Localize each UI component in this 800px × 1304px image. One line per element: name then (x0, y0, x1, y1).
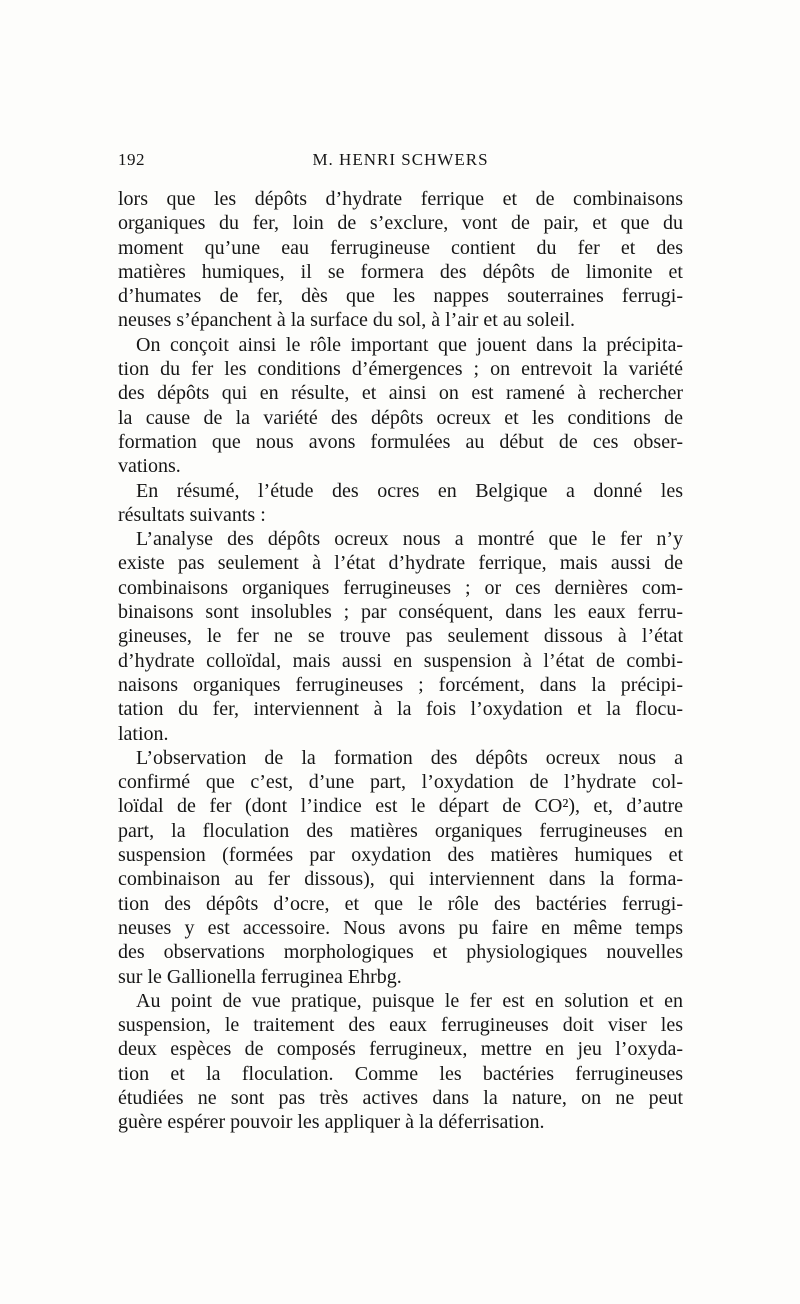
paragraph (118, 527, 683, 746)
text-line: la cause de la variété des dépôts ocreux et les conditions de (118, 406, 683, 429)
paragraph (118, 333, 683, 479)
text-line: tation du fer, interviennent à la fois l’oxydation et la flocu- (118, 698, 683, 721)
text-line: On conçoit ainsi le rôle important que jouent dans la précipita- (136, 333, 683, 356)
text-line: sur le Gallionella ferruginea Ehrbg. (118, 965, 402, 988)
paragraph (118, 746, 683, 989)
text-line: loïdal de fer (dont l’indice est le départ de CO²), et, d’autre (118, 795, 683, 818)
text-line: L’observation de la formation des dépôts ocreux nous a (136, 746, 683, 769)
text-line: neuses s’épanchent à la surface du sol, à l’air et au soleil. (118, 309, 576, 332)
text-line: neuses y est accessoire. Nous avons pu faire en même temps (118, 916, 683, 939)
text-line: Au point de vue pratique, puisque le fer est en solution et en (136, 989, 683, 1012)
text-line: existe pas seulement à l’état d’hydrate ferrique, mais aussi de (118, 552, 683, 575)
text-line: guère espérer pouvoir les appliquer à la déferrisation. (118, 1111, 545, 1134)
text-line: des observations morphologiques et physiologiques nouvelles (118, 941, 683, 964)
text-line: matières humiques, il se formera des dépôts de limonite et (118, 260, 683, 283)
text-line: En résumé, l’étude des ocres en Belgique a donné les (136, 479, 683, 502)
text-line: tion et la floculation. Comme les bactéries ferrugineuses (118, 1062, 683, 1085)
text-line: résultats suivants : (118, 503, 266, 526)
text-line: moment qu’une eau ferrugineuse contient du fer et des (118, 236, 683, 259)
text-line: gineuses, le fer ne se trouve pas seulement dissous à l’état (118, 625, 683, 648)
page-number: 192 (118, 150, 145, 169)
page-header (118, 150, 683, 174)
text-line: combinaison au fer dissous), qui interviennent dans la forma- (118, 868, 683, 891)
text-line: binaisons sont insolubles ; par conséquent, dans les eaux ferru- (118, 601, 683, 624)
text-line: étudiées ne sont pas très actives dans la nature, on ne peut (118, 1086, 683, 1109)
text-line: lors que les dépôts d’hydrate ferrique et de combinaisons (118, 188, 683, 210)
text-line: vations. (118, 455, 181, 478)
body-text (118, 187, 683, 1135)
text-line: suspension, le traitement des eaux ferrugineuses doit viser les (118, 1014, 683, 1037)
text-line: lation. (118, 722, 169, 745)
text-line: tion du fer les conditions d’émergences ; on entrevoit la variété (118, 358, 683, 381)
text-line: formation que nous avons formulées au début de ces obser- (118, 430, 683, 453)
text-line: deux espèces de composés ferrugineux, mettre en jeu l’oxyda- (118, 1038, 683, 1061)
paragraph (118, 989, 683, 1135)
text-line: naisons organiques ferrugineuses ; forcément, dans la précipi- (118, 673, 683, 696)
paragraph (118, 187, 683, 333)
text-line: d’humates de fer, dès que les nappes souterraines ferrugi- (118, 285, 683, 308)
text-line: confirmé que c’est, d’une part, l’oxydation de l’hydrate col- (118, 771, 683, 794)
running-head: M. HENRI SCHWERS (312, 150, 489, 169)
text-line: L’analyse des dépôts ocreux nous a montré que le fer n’y (136, 528, 683, 551)
text-line: suspension (formées par oxydation des matières humiques et (118, 844, 683, 867)
text-line: des dépôts qui en résulte, et ainsi on est ramené à rechercher (118, 382, 683, 405)
paragraph (118, 479, 683, 528)
text-line: combinaisons organiques ferrugineuses ; or ces dernières com- (118, 576, 683, 599)
text-line: d’hydrate colloïdal, mais aussi en suspension à l’état de combi- (118, 649, 683, 672)
text-line: part, la floculation des matières organiques ferrugineuses en (118, 819, 683, 842)
text-line: organiques du fer, loin de s’exclure, vont de pair, et que du (118, 212, 683, 235)
text-line: tion des dépôts d’ocre, et que le rôle des bactéries ferrugi- (118, 892, 683, 915)
